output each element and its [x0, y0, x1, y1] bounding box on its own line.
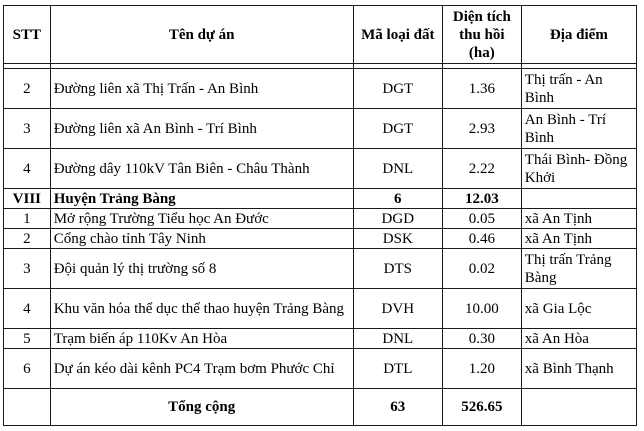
table-row — [4, 229, 637, 249]
cell-area: 0.30 — [442, 329, 521, 349]
header-area: Diện tích thu hồi (ha) — [442, 6, 521, 64]
cell-stt: VIII — [4, 189, 51, 209]
table-total-row — [4, 389, 637, 426]
cell-location — [521, 189, 636, 209]
header-land-code: Mã loại đất — [353, 6, 442, 64]
cell-stt: 6 — [4, 349, 51, 389]
cell-project-name: Mở rộng Trường Tiểu học An Đước — [50, 209, 353, 229]
cell-location: xã Bình Thạnh — [521, 349, 636, 389]
header-location: Địa điểm — [521, 6, 636, 64]
cell-stt: 1 — [4, 209, 51, 229]
cell-project-name: Trạm biến áp 110Kv An Hòa — [50, 329, 353, 349]
cell-area: 12.03 — [442, 189, 521, 209]
table-row — [4, 349, 637, 389]
header-project-name: Tên dự án — [50, 6, 353, 64]
cell-area: 2.22 — [442, 149, 521, 189]
cell-stt: 3 — [4, 249, 51, 289]
cell-area: 10.00 — [442, 289, 521, 329]
table-header-row — [4, 6, 637, 64]
table-row — [4, 329, 637, 349]
cell-location: xã An Tịnh — [521, 229, 636, 249]
cell-location: An Bình - Trí Bình — [521, 109, 636, 149]
cell-stt: 3 — [4, 109, 51, 149]
cell-land-code: DVH — [353, 289, 442, 329]
total-label: Tổng cộng — [50, 389, 353, 426]
cell-location — [521, 389, 636, 426]
cell-project-name: Đường liên xã Thị Trấn - An Bình — [50, 69, 353, 109]
total-land-code: 63 — [353, 389, 442, 426]
table-group-row — [4, 189, 637, 209]
table-row — [4, 69, 637, 109]
cell-location: Thị trấn - An Bình — [521, 69, 636, 109]
cell-area: 0.46 — [442, 229, 521, 249]
cell-land-code: DNL — [353, 149, 442, 189]
cell-stt: 2 — [4, 229, 51, 249]
cell-area: 0.05 — [442, 209, 521, 229]
cell-location: Thị trấn Trảng Bàng — [521, 249, 636, 289]
cell-land-code: DGD — [353, 209, 442, 229]
table-row — [4, 289, 637, 329]
table-row — [4, 109, 637, 149]
cell-land-code: DSK — [353, 229, 442, 249]
cell-project-name: Đường dây 110kV Tân Biên - Châu Thành — [50, 149, 353, 189]
cell-land-code: DNL — [353, 329, 442, 349]
header-stt: STT — [4, 6, 51, 64]
cell-project-name: Đội quản lý thị trường số 8 — [50, 249, 353, 289]
cell-stt — [4, 389, 51, 426]
cell-stt: 4 — [4, 149, 51, 189]
cell-land-code: DGT — [353, 69, 442, 109]
cell-location: xã An Hòa — [521, 329, 636, 349]
cell-project-name: Huyện Trảng Bàng — [50, 189, 353, 209]
cell-land-code: DGT — [353, 109, 442, 149]
cell-project-name: Dự án kéo dài kênh PC4 Trạm bơm Phước Chỉ — [50, 349, 353, 389]
cell-stt: 5 — [4, 329, 51, 349]
cell-area: 0.02 — [442, 249, 521, 289]
cell-stt: 4 — [4, 289, 51, 329]
cell-project-name: Cổng chào tỉnh Tây Ninh — [50, 229, 353, 249]
total-area: 526.65 — [442, 389, 521, 426]
table-row — [4, 249, 637, 289]
cell-project-name: Khu văn hóa thể dục thể thao huyện Trảng Bàng — [50, 289, 353, 329]
cell-land-code: DTS — [353, 249, 442, 289]
cell-area: 1.36 — [442, 69, 521, 109]
land-recovery-table — [3, 5, 637, 426]
cell-project-name: Đường liên xã An Bình - Trí Bình — [50, 109, 353, 149]
cell-land-code: 6 — [353, 189, 442, 209]
cell-land-code: DTL — [353, 349, 442, 389]
table-row — [4, 209, 637, 229]
cell-area: 1.20 — [442, 349, 521, 389]
cell-stt: 2 — [4, 69, 51, 109]
cell-location: xã Gia Lộc — [521, 289, 636, 329]
cell-location: Thái Bình- Đồng Khởi — [521, 149, 636, 189]
cell-area: 2.93 — [442, 109, 521, 149]
cell-location: xã An Tịnh — [521, 209, 636, 229]
table-row — [4, 149, 637, 189]
